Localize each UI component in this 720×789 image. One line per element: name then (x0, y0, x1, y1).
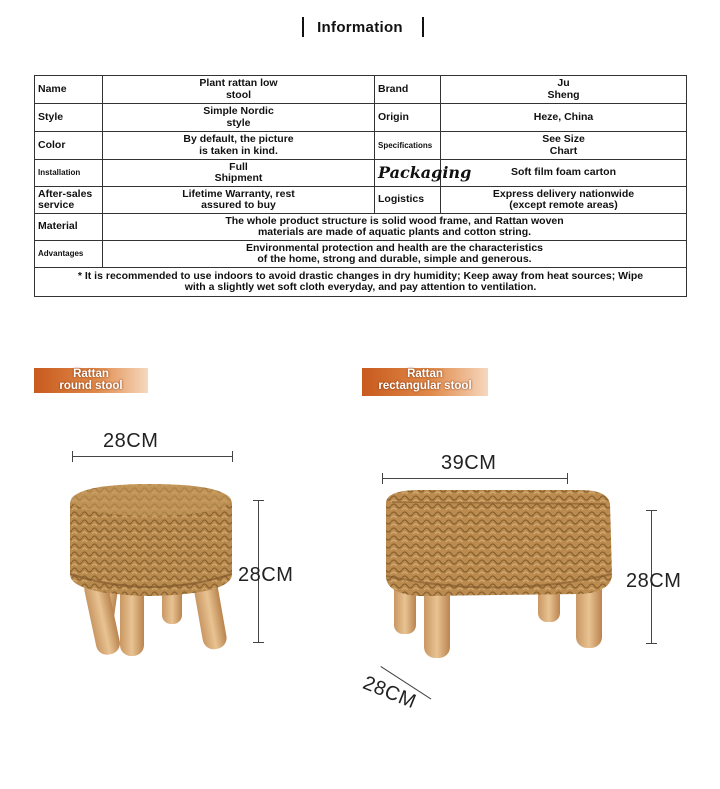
row-value-advantages: Environmental protection and health are the characteristics of the home, strong and durable, simple and generous. (103, 241, 687, 268)
rect-stool-tag: Rattan rectangular stool (362, 368, 488, 396)
row-value-origin: Heze, China (441, 104, 687, 132)
care-note: * It is recommended to use indoors to avoid drastic changes in dry humidity; Keep away from heat sources; Wipe with a slightly wet soft cloth everyday, and pay attention to ventilation. (35, 268, 687, 297)
row-key-advantages: Advantages (35, 241, 103, 268)
row-value-brand: Ju Sheng (441, 76, 687, 104)
row-key-origin: Origin (375, 104, 441, 132)
table-row (35, 187, 687, 214)
section-title: Information (317, 19, 403, 36)
information-table (34, 75, 687, 297)
table-row (35, 76, 687, 104)
row-key-installation: Installation (35, 160, 103, 187)
row-key-brand: Brand (375, 76, 441, 104)
table-row (35, 214, 687, 241)
row-value-logistics: Express delivery nationwide (except remote areas) (441, 187, 687, 214)
rect-rattan-stool-image (380, 486, 618, 662)
row-value-color: By default, the picture is taken in kind. (103, 132, 375, 160)
row-value-installation: Full Shipment (103, 160, 375, 187)
round-height-cap-top (253, 500, 264, 501)
row-key-specifications: Specifications (375, 132, 441, 160)
round-width-cap-right (232, 451, 233, 462)
row-key-material: Material (35, 214, 103, 241)
row-value-style: Simple Nordic style (103, 104, 375, 132)
rect-width-cap-left (382, 473, 383, 484)
rect-height-label: 28CM (626, 570, 682, 592)
round-width-line (72, 456, 233, 457)
table-row (35, 160, 687, 187)
row-key-name: Name (35, 76, 103, 104)
row-value-material: The whole product structure is solid wood frame, and Rattan woven materials are made of aquatic plants and cotton string. (103, 214, 687, 241)
row-key-style: Style (35, 104, 103, 132)
rect-depth-label: 28CM (359, 672, 420, 714)
rect-height-cap-top (646, 510, 657, 511)
table-row (35, 132, 687, 160)
row-value-after-sales: Lifetime Warranty, rest assured to buy (103, 187, 375, 214)
header-right-bar (422, 17, 424, 37)
row-value-specifications: See Size Chart (441, 132, 687, 160)
round-width-cap-left (72, 451, 73, 462)
round-rattan-stool-image (62, 478, 240, 660)
rect-width-cap-right (567, 473, 568, 484)
round-width-label: 28CM (103, 430, 159, 452)
row-key-color: Color (35, 132, 103, 160)
round-height-label: 28CM (238, 564, 294, 586)
rect-width-label: 39CM (441, 452, 497, 474)
row-value-name: Plant rattan low stool (103, 76, 375, 104)
table-row (35, 268, 687, 297)
row-key-packaging: Packaging (375, 160, 441, 187)
rect-height-cap-bottom (646, 643, 657, 644)
round-height-cap-bottom (253, 642, 264, 643)
row-value-packaging: Soft film foam carton (441, 160, 687, 187)
table-row (35, 241, 687, 268)
row-key-after-sales: After-sales service (35, 187, 103, 214)
round-stool-tag: Rattan round stool (34, 368, 148, 393)
row-key-logistics: Logistics (375, 187, 441, 214)
section-header (0, 15, 720, 43)
rect-width-line (382, 478, 568, 479)
table-row (35, 104, 687, 132)
